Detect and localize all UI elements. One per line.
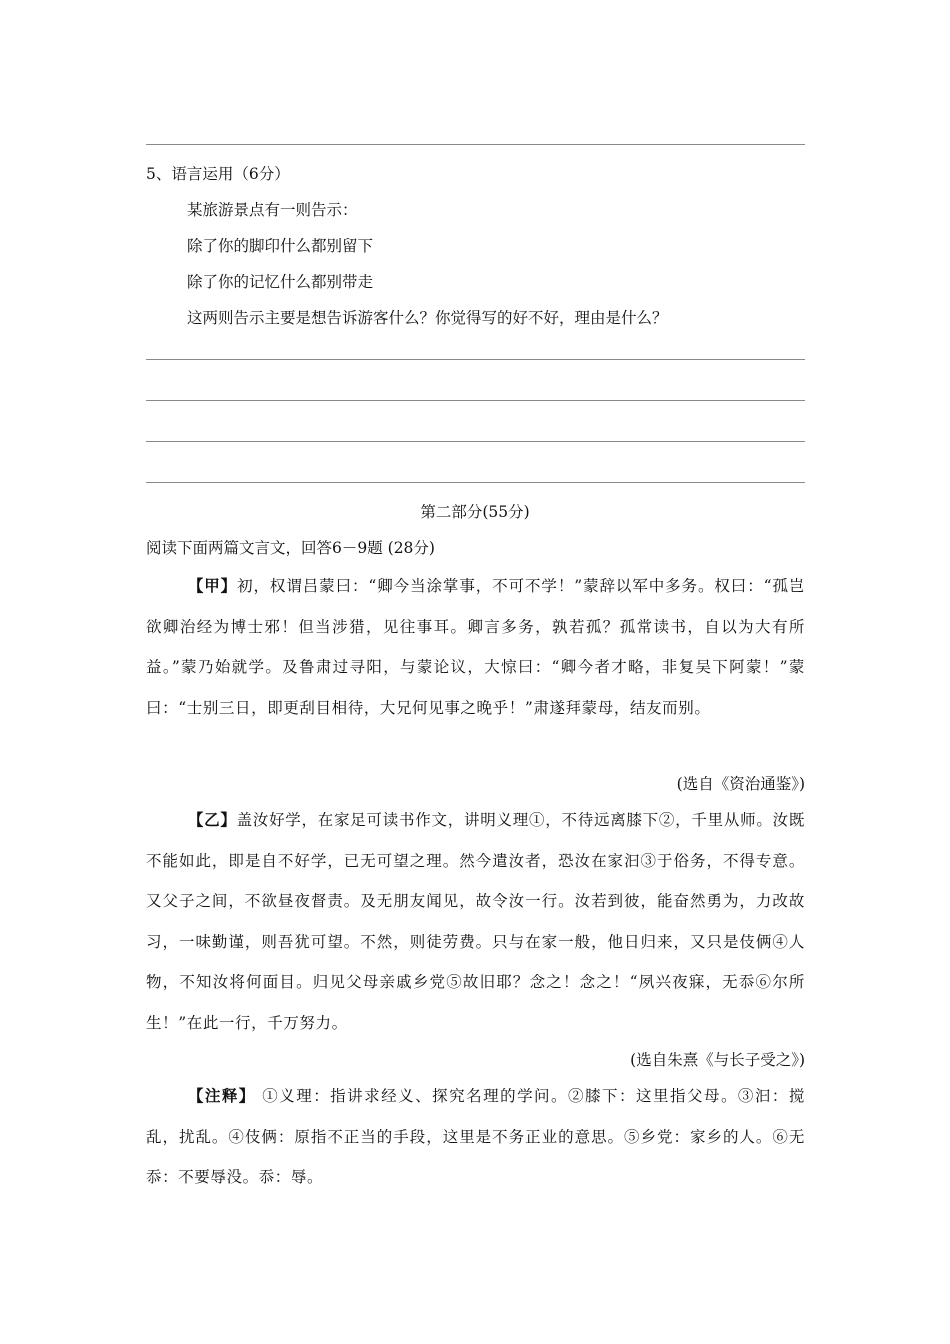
question-5-title: 5、语言运用（6分） — [146, 165, 290, 183]
answer-line — [146, 144, 805, 145]
question-5-intro: 某旅游景点有一则告示： — [187, 201, 358, 219]
passage-yi — [146, 800, 805, 1043]
notes — [146, 1076, 805, 1198]
answer-line — [146, 482, 805, 483]
passage-jia-tag: 【甲】 — [187, 576, 238, 595]
passage-jia-source: (选自《资治通鉴》) — [676, 775, 805, 793]
answer-line — [146, 441, 805, 442]
question-5-prompt: 这两则告示主要是想告诉游客什么？你觉得写的好不好，理由是什么？ — [187, 309, 668, 327]
part-2-instruction: 阅读下面两篇文言文，回答6－9题 (28分) — [146, 539, 435, 557]
answer-line — [146, 359, 805, 360]
answer-line — [146, 400, 805, 401]
passage-jia — [146, 566, 805, 728]
passage-yi-source: (选自朱熹《与长子受之》) — [630, 1051, 805, 1069]
passage-yi-text: 盖汝好学，在家足可读书作文，讲明义理①，不待远离膝下②，千里从师。汝既不能如此，即是自不好学，已无可望之理。然今遣汝者，恐汝在家汩③于俗务，不得专意。又父子之间，不欲昼夜督责。及无朋友闻见，故令汝一行。汝若到彼，能奋然勇为，力改故习，一味勤谨，则吾犹可望。不然，则徒劳费。只与在家一般，他日归来，又只是伎俩④人物，不知汝将何面目。归见父母亲戚乡党⑤故旧耶？念之！念之！“夙兴夜寐，无忝⑥尔所生！”在此一行，千万努力。 — [146, 811, 805, 1032]
passage-jia-text: 初，权谓吕蒙曰：“卿今当涂掌事，不可不学！”蒙辞以军中多务。权曰：“孤岂欲卿治经为博士邪！但当涉猎，见往事耳。卿言多务，孰若孤？孤常读书，自以为大有所益。”蒙乃始就学。及鲁肃过寻阳，与蒙论议，大惊曰：“卿今者才略，非复吴下阿蒙！”蒙曰：“士别三日，即更刮目相待，大兄何见事之晚乎！”肃遂拜蒙母，结友而别。 — [146, 577, 805, 717]
notes-text: ①义理：指讲求经义、探究名理的学问。②膝下：这里指父母。③汩：搅乱，扰乱。④伎俩：原指不正当的手段，这里是不务正业的意思。⑤乡党：家乡的人。⑥无忝：不要辱没。忝：辱。 — [146, 1087, 806, 1186]
notice-line-1: 除了你的脚印什么都别留下 — [187, 237, 374, 255]
part-2-heading: 第二部分(55分) — [420, 503, 530, 521]
notice-line-2: 除了你的记忆什么都别带走 — [187, 273, 374, 291]
notes-tag: 【注释】 — [187, 1086, 256, 1105]
passage-yi-tag: 【乙】 — [187, 810, 237, 829]
